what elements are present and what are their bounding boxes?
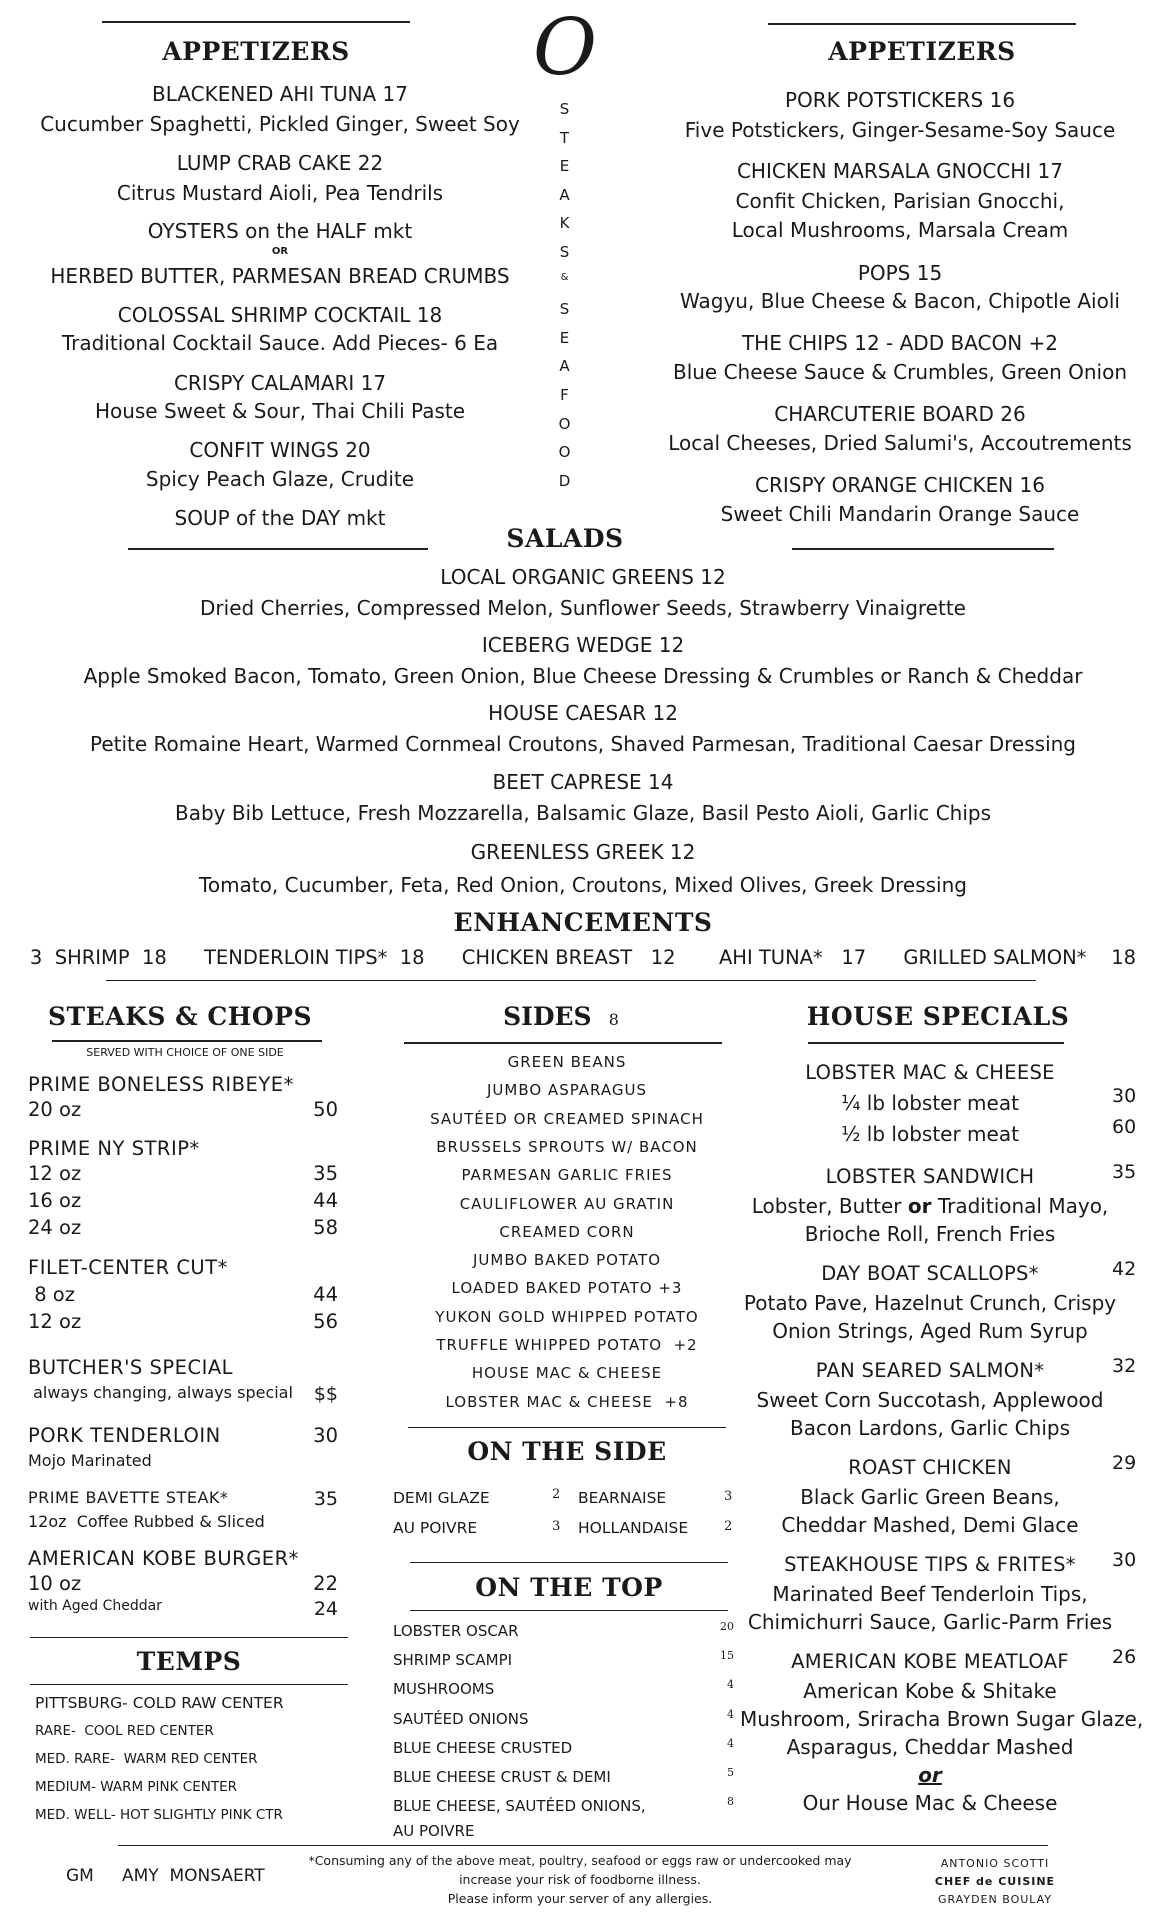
divider (410, 1610, 728, 1611)
special-desc: Sweet Corn Succotash, Applewood (756, 1388, 1104, 1412)
appetizer-name: THE CHIPS 12 - ADD BACON +2 (741, 331, 1059, 355)
logo-o: O (533, 3, 597, 93)
divider (404, 1042, 722, 1044)
special-name: AMERICAN KOBE MEATLOAF (791, 1650, 1069, 1673)
appetizer-name: CRISPY ORANGE CHICKEN 16 (755, 473, 1045, 497)
divider (106, 980, 1036, 981)
special-desc: Mushroom, Sriracha Brown Sugar Glaze, (740, 1707, 1144, 1731)
salad-desc: Apple Smoked Bacon, Tomato, Green Onion, Blue Cheese Dressing & Crumbles or Ranch & Cheddar (83, 664, 1083, 688)
appetizer-name: COLOSSAL SHRIMP COCKTAIL 18 (117, 303, 443, 327)
special-price: 35 (1112, 1161, 1137, 1183)
steak-row (28, 1283, 338, 1306)
logo-letter: S (559, 300, 571, 319)
side-item: JUMBO ASPARAGUS (486, 1081, 647, 1100)
salad-name: GREENLESS GREEK 12 (470, 840, 696, 864)
steak-note: 12oz Coffee Rubbed & Sliced (28, 1512, 265, 1531)
divider (128, 548, 428, 550)
special-desc: Chimichurri Sauce, Garlic-Parm Fries (747, 1610, 1113, 1634)
logo-letter: E (559, 328, 571, 347)
divider (768, 23, 1076, 25)
steak-name: PRIME NY STRIP* (28, 1137, 200, 1160)
divider (792, 548, 1054, 550)
side-item: JUMBO BAKED POTATO (472, 1251, 662, 1270)
divider (30, 1684, 348, 1685)
steak-name: PRIME BONELESS RIBEYE* (28, 1073, 294, 1096)
logo-letter: T (559, 128, 571, 147)
divider (410, 1562, 728, 1563)
side-item: GREEN BEANS (507, 1053, 627, 1071)
logo-letter: A (559, 185, 571, 204)
appetizer-desc: Local Cheeses, Dried Salumi's, Accoutrements (668, 431, 1132, 455)
on-top-item: BLUE CHEESE, SAUTÉED ONIONS, (393, 1797, 646, 1816)
appetizer-desc: Traditional Cocktail Sauce. Add Pieces- 6 Ea (61, 331, 499, 355)
allergy-notice: Please inform your server of any allergies. (447, 1891, 713, 1906)
on-top-price: 8 (727, 1795, 734, 1809)
special-desc: American Kobe & Shitake (803, 1679, 1057, 1703)
side-item: LOBSTER MAC & CHEESE +8 (445, 1392, 689, 1411)
house-specials-heading: HOUSE SPECIALS (806, 1002, 1070, 1031)
steak-row (28, 1383, 338, 1405)
divider (808, 1042, 1064, 1044)
on-top-item: SAUTÉED ONIONS (393, 1709, 529, 1728)
salad-name: HOUSE CAESAR 12 (488, 701, 678, 725)
appetizer-desc: Wagyu, Blue Cheese & Bacon, Chipotle Aioli (680, 289, 1120, 313)
special-name: ROAST CHICKEN (848, 1456, 1012, 1479)
divider (102, 21, 410, 23)
or-label: or (918, 1763, 942, 1787)
on-side-item: AU POIVRE (393, 1519, 478, 1537)
logo-letter: O (558, 414, 572, 433)
special-name: LOBSTER SANDWICH (825, 1165, 1035, 1188)
on-top-item: LOBSTER OSCAR (393, 1622, 519, 1640)
appetizer-name: CONFIT WINGS 20 (189, 438, 371, 462)
steak-name: FILET-CENTER CUT* (28, 1256, 228, 1279)
on-top-item-cont: AU POIVRE (393, 1822, 475, 1840)
logo-letter: & (560, 271, 570, 283)
side-item: TRUFFLE WHIPPED POTATO +2 (436, 1336, 698, 1354)
steak-size: 8 oz (28, 1283, 75, 1306)
on-top-price: 20 (720, 1620, 734, 1633)
logo-letter: S (559, 243, 571, 261)
salads-heading: SALADS (506, 524, 624, 553)
steak-size: 12 oz (28, 1310, 82, 1333)
on-side-price: 3 (552, 1519, 561, 1534)
steak-price: 44 (313, 1283, 338, 1306)
temp-item: PITTSBURG- COLD RAW CENTER (35, 1694, 284, 1712)
steak-row (28, 1098, 338, 1121)
special-desc: Potato Pave, Hazelnut Crunch, Crispy (743, 1291, 1117, 1315)
logo-letter: O (558, 443, 572, 462)
appetizer-name: BLACKENED AHI TUNA 17 (151, 82, 408, 106)
appetizer-name: SOUP of the DAY mkt (174, 506, 386, 530)
special-price: 42 (1112, 1258, 1137, 1280)
on-top-item: SHRIMP SCAMPI (393, 1651, 513, 1670)
steak-name: BUTCHER'S SPECIAL (28, 1356, 234, 1379)
steaks-heading: STEAKS & CHOPS (47, 1002, 313, 1031)
salad-desc: Baby Bib Lettuce, Fresh Mozzarella, Balsamic Glaze, Basil Pesto Aioli, Garlic Chips (174, 801, 992, 825)
appetizer-name: CRISPY CALAMARI 17 (173, 371, 387, 395)
special-name: LOBSTER MAC & CHEESE (805, 1061, 1055, 1084)
appetizer-name: CHICKEN MARSALA GNOCCHI 17 (736, 159, 1064, 183)
salad-name: BEET CAPRESE 14 (492, 770, 674, 794)
on-top-price: 15 (720, 1649, 734, 1663)
steak-price: 35 (313, 1162, 338, 1185)
temps-heading: TEMPS (136, 1647, 242, 1676)
enhancements-list: 3 SHRIMP 18 TENDERLOIN TIPS* 18 CHICKEN BREAST 12 AHI TUNA* 17 GRILLED SALMON* 18 (29, 946, 1137, 969)
special-price: 30 (1112, 1085, 1137, 1107)
appetizer-name: PORK POTSTICKERS 16 (784, 88, 1016, 112)
divider (408, 1427, 726, 1428)
side-item: BRUSSELS SPROUTS W/ BACON (436, 1137, 698, 1156)
steak-row (28, 1424, 338, 1447)
steak-name: AMERICAN KOBE BURGER* (28, 1547, 299, 1570)
appetizer-desc: Cucumber Spaghetti, Pickled Ginger, Sweet Soy (40, 112, 520, 136)
steak-row (28, 1310, 338, 1333)
appetizer-desc: Spicy Peach Glaze, Crudite (145, 467, 415, 491)
side-item: SAUTÉED OR CREAMED SPINACH (430, 1109, 704, 1128)
allergy-notice: increase your risk of foodborne illness. (459, 1872, 701, 1887)
steak-note: with Aged Cheddar (28, 1598, 162, 1614)
special-name: PAN SEARED SALMON* (815, 1359, 1045, 1382)
salad-name: ICEBERG WEDGE 12 (481, 633, 685, 657)
steak-price: 44 (313, 1189, 338, 1212)
on-side-price: 2 (552, 1487, 561, 1502)
appetizer-name: LUMP CRAB CAKE 22 (176, 151, 384, 175)
allergy-notice: *Consuming any of the above meat, poultry, seafood or eggs raw or undercooked may (308, 1853, 852, 1868)
steak-price: 24 (313, 1598, 338, 1620)
special-desc: Cheddar Mashed, Demi Glace (781, 1513, 1079, 1537)
appetizer-name: POPS 15 (857, 261, 943, 285)
steak-price: 35 (313, 1488, 338, 1510)
side-item: LOADED BAKED POTATO +3 (451, 1279, 683, 1298)
chef-title: CHEF de CUISINE (934, 1875, 1056, 1888)
steak-size: 24 oz (28, 1216, 82, 1239)
steak-row (28, 1572, 338, 1595)
on-side-item: BEARNAISE (578, 1489, 667, 1507)
steak-price: 58 (313, 1216, 338, 1239)
on-top-price: 4 (727, 1707, 734, 1721)
on-side-price: 3 (724, 1489, 733, 1504)
side-item: PARMESAN GARLIC FRIES (461, 1166, 673, 1185)
special-desc: Our House Mac & Cheese (802, 1791, 1058, 1815)
steak-row (28, 1488, 338, 1510)
special-desc: Onion Strings, Aged Rum Syrup (772, 1319, 1088, 1343)
temp-item: MED. WELL- HOT SLIGHTLY PINK CTR (35, 1807, 283, 1823)
sides-price: 8 (608, 1010, 619, 1029)
or-label: OR (271, 246, 289, 257)
special-price: 29 (1112, 1452, 1137, 1474)
steak-price: 56 (313, 1310, 338, 1333)
special-price: 60 (1112, 1116, 1137, 1138)
divider (30, 1637, 348, 1638)
special-price: 30 (1112, 1549, 1137, 1571)
salad-desc: Petite Romaine Heart, Warmed Cornmeal Croutons, Shaved Parmesan, Traditional Caesar Dressing (89, 732, 1076, 756)
chef-name: GRAYDEN BOULAY (937, 1893, 1053, 1906)
appetizer-name: OYSTERS on the HALF mkt (147, 219, 413, 243)
special-desc: Bacon Lardons, Garlic Chips (789, 1416, 1070, 1440)
steak-price: 22 (313, 1572, 338, 1595)
or-emphasis: or (907, 1194, 932, 1218)
steak-price: 50 (313, 1098, 338, 1121)
appetizer-desc: Confit Chicken, Parisian Gnocchi, (735, 189, 1065, 213)
steak-row (28, 1189, 338, 1212)
temp-item: MED. RARE- WARM RED CENTER (35, 1751, 258, 1767)
steaks-subheading: SERVED WITH CHOICE OF ONE SIDE (86, 1046, 284, 1059)
on-side-item: HOLLANDAISE (578, 1519, 689, 1537)
appetizer-desc: Blue Cheese Sauce & Crumbles, Green Onion (672, 360, 1128, 384)
enhancements-heading: ENHANCEMENTS (453, 908, 713, 937)
special-price: 32 (1112, 1355, 1137, 1377)
special-desc: Marinated Beef Tenderloin Tips, (772, 1582, 1088, 1606)
steak-price: $$ (313, 1383, 338, 1405)
chef-name: ANTONIO SCOTTI (940, 1857, 1050, 1870)
temp-item: MEDIUM- WARM PINK CENTER (35, 1779, 237, 1795)
on-side-item: DEMI GLAZE (393, 1489, 490, 1507)
steak-size: 10 oz (28, 1572, 82, 1595)
special-desc: Brioche Roll, French Fries (804, 1222, 1056, 1246)
sides-title: SIDES (503, 1002, 592, 1031)
appetizer-desc: House Sweet & Sour, Thai Chili Paste (94, 399, 466, 423)
steak-row (28, 1162, 338, 1185)
logo-letter: D (558, 471, 572, 490)
side-item: CREAMED CORN (499, 1222, 635, 1241)
appetizers-right-heading: APPETIZERS (828, 37, 1016, 66)
appetizer-desc: Local Mushrooms, Marsala Cream (731, 218, 1069, 242)
logo-letter: F (560, 386, 570, 404)
special-name: STEAKHOUSE TIPS & FRITES* (784, 1553, 1076, 1576)
on-side-price: 2 (724, 1519, 733, 1534)
steak-row (28, 1216, 338, 1239)
appetizers-left-heading: APPETIZERS (162, 37, 350, 66)
sides-heading (402, 1002, 720, 1031)
divider (52, 1040, 322, 1042)
gm-name: AMY MONSAERT (122, 1866, 265, 1886)
steak-size: 12 oz (28, 1162, 82, 1185)
salad-desc: Tomato, Cucumber, Feta, Red Onion, Croutons, Mixed Olives, Greek Dressing (199, 873, 967, 897)
special-desc: Black Garlic Green Beans, (800, 1485, 1060, 1509)
steak-size: 16 oz (28, 1189, 82, 1212)
gm-label: GM (66, 1866, 94, 1886)
steak-note: always changing, always special (28, 1383, 293, 1402)
logo-letter: E (559, 157, 571, 176)
divider (118, 1845, 1048, 1846)
steak-size: 20 oz (28, 1098, 82, 1121)
temp-item: RARE- COOL RED CENTER (35, 1723, 214, 1739)
logo-letter: A (559, 357, 571, 376)
on-top-price: 4 (727, 1736, 734, 1750)
on-the-side-heading: ON THE SIDE (467, 1437, 667, 1466)
steak-row (28, 1598, 338, 1620)
appetizer-desc: HERBED BUTTER, PARMESAN BREAD CRUMBS (50, 264, 510, 288)
special-name: DAY BOAT SCALLOPS* (821, 1262, 1039, 1285)
logo-letter: S (559, 100, 571, 118)
appetizer-desc: Five Potstickers, Ginger-Sesame-Soy Sauce (684, 118, 1116, 142)
appetizer-desc: Sweet Chili Mandarin Orange Sauce (720, 502, 1080, 526)
steak-note: Mojo Marinated (28, 1451, 152, 1470)
on-top-price: 5 (727, 1766, 734, 1779)
logo-letter: K (559, 214, 571, 233)
salad-name: LOCAL ORGANIC GREENS 12 (440, 565, 726, 589)
side-item: HOUSE MAC & CHEESE (471, 1364, 663, 1383)
side-item: YUKON GOLD WHIPPED POTATO (435, 1307, 699, 1326)
special-option: ½ lb lobster meat (841, 1122, 1019, 1146)
on-top-item: MUSHROOMS (393, 1680, 495, 1699)
on-top-price: 4 (727, 1678, 734, 1692)
steak-name: PRIME BAVETTE STEAK* (28, 1488, 229, 1507)
steak-price: 30 (313, 1424, 338, 1447)
special-price: 26 (1112, 1646, 1137, 1668)
steak-name: PORK TENDERLOIN (28, 1424, 221, 1447)
appetizer-name: CHARCUTERIE BOARD 26 (774, 402, 1026, 426)
special-desc: Lobster, Butter or Traditional Mayo, (751, 1194, 1109, 1218)
on-top-item: BLUE CHEESE CRUSTED (393, 1738, 573, 1757)
appetizer-desc: Citrus Mustard Aioli, Pea Tendrils (116, 181, 444, 205)
special-option: ¼ lb lobster meat (841, 1091, 1019, 1115)
on-the-top-heading: ON THE TOP (475, 1573, 663, 1602)
on-top-item: BLUE CHEESE CRUST & DEMI (393, 1768, 611, 1786)
special-desc: Asparagus, Cheddar Mashed (786, 1735, 1074, 1759)
side-item: CAULIFLOWER AU GRATIN (459, 1194, 675, 1213)
salad-desc: Dried Cherries, Compressed Melon, Sunflower Seeds, Strawberry Vinaigrette (200, 596, 966, 620)
